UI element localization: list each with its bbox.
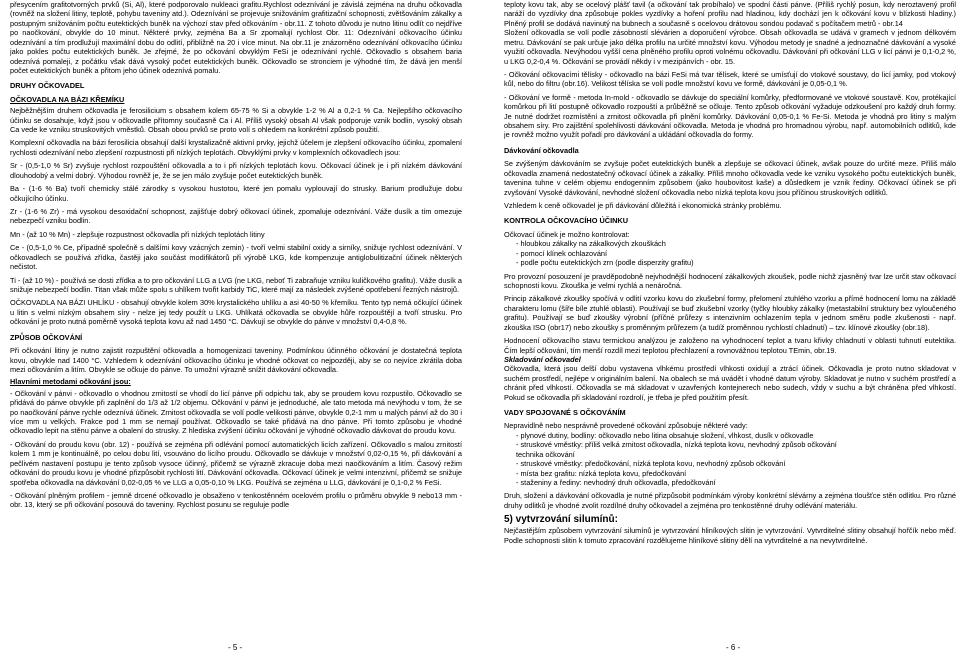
paragraph-economics: Vzhledem k ceně očkovadel je při dávkování důležitá i ekonomická stránky problému. [504, 201, 782, 211]
heading-storage: Skladování očkovadel [504, 354, 581, 364]
page-number-left: - 5 - [228, 643, 243, 652]
paragraph-in-mold: - Očkování ve formě - metoda In-mold - očkovadlo se dávkuje do speciální komůrky, předformované ve vtokové soustavě. Kov, protékající komůrkou při lití postupně očkovadlo rozpouští a průběžně se očkuje. Tento způsob očkování vyžaduje odzkoušení pro každý druh formy. Je nutné dodržet rozmístění a zrnitost očkovadla při plnění komůrky. Dávkování 0,05-0,1 % Fe-Si. Metoda je vhodná pro litiny s malým obsahem síry. Pro zajištění spolehlivosti dávkování očkovadla. Metoda je vhodná pro hromadnou výrobu, např. automobilních odlitků, kde je rovněž možno využít pořadí pro dávkování a ukládání očkovadla do formy. [504, 92, 956, 140]
paragraph-chill-test: Pro provozní posouzení je pravděpodobně nejvhodnější hodnocení zákalkových zkoušek, podle nichž zjasněný tvar lze určit stav očkovací schopnosti kovu. Zkouška je velmi rychlá a nenáročná. [504, 271, 956, 290]
list-item: - struskové vměstky: předočkování, nízká teplota kovu, nevhodný způsob očkování [516, 459, 786, 469]
left-page [10, 0, 462, 654]
list-item: - místa bez grafitu: nízká teplota kovu, předočkování [516, 468, 687, 478]
paragraph-hardening: Nejčastějším způsobem vytvrzování silumínů je vytvrzování hliníkových slitin je vytvrzování. Vytvrditelné slitiny obsahují hořčík nebo měď. Podle schopnosti slitin k tomuto zpracování rozdělujeme hliníkové slitiny dělí na vytvrditelné a na nevytvrditelné. [504, 526, 956, 545]
paragraph-barium: Ba - (1-6 % Ba) tvoří chemicky stálé zárodky s vysokou hustotou, které jen pomalu vyplouvají do strusky. Barium prodlužuje dobu očkujícího účinku. [10, 184, 462, 203]
intro-paragraph: přesycením grafitotvorných prvků (Si, Al), které podporovalo nukleaci grafitu.Rychlost odeznívání je závislá zejména na druhu očkovadla (rovněž na složení litiny, teplotě, pohybu taveniny atd.). Odeznívání se projevuje snižováním grafitizační schopnosti, zvětšováním zákalky a postupným snižováním počtu eutektických buněk na výchozí stav před očkováním - obr.11. Z tohoto důvodu je nutno litinu odlít co nejdříve po naočkování, obvykle do 10 minut. Některé prvky, zejména Ba a Sr zpomalují rychlost Obr. 11: Odeznívání očkovacího účinku odeznívání a tím prodlužují maximální dobu do odlití, přibližně na 20 i více minut. Na obr.11 je znázorněno odeznívání očkovacího účinku jako pokles počtu eutektických buněk. Je zřejmé, že po očkování obvyklým FeSi je odeznívání rychlé. Očkovadlo s obsahem baria odeznívá pomaleji, z počátku však dává vysoký počet eutektických buněk. Očkovadlo se stronciem je výhodné tím, že dává jen menší počet eutektických buněk a přitom jeho účinek odeznívá pomalu. [10, 0, 462, 75]
paragraph-carbon-inoculants: OČKOVADLA NA BÁZI UHLÍKU - obsahují obvykle kolem 30% krystalického uhlíku a asi 40-50 % křemíku. Tento typ nemá očkující účinek u litin s velmi nízkým obsahem síry - nelze jej tedy použít u LKG. Uhlíkatá očkovadla se obvykle hůře rozpouštějí a tvoří strusku. Pro očkování je proto nutná poměrně vysoká teplota kovu až nad 1450 °C. Dávkují se obvykle do pánve v množství 0,4-0,8 %. [10, 298, 462, 327]
paragraph-strontium: Sr - (0,5-1,0 % Sr) zvyšuje rychlost rozpouštění očkovadla a to i při nízkých teplotách kovu. Očkovací účinek je i při nízkém dávkování dlouhodobý a velmi dobrý. Výhodou rovněž je, že se jen málo zvyšuje počet eutektických buněk. [10, 161, 462, 180]
paragraph-thermal-analysis: Hodnocení očkovacího stavu termickou analýzou je založeno na vyhodnocení teplot a tvaru křivky chladnutí v oblasti tuhnutí eutektika. Čím lepší očkování, tím menší rozdíl mezi teplotou přechlazení a rovnovážnou teplotou TEmin, obr.19. [504, 336, 956, 355]
defects-list [504, 431, 956, 488]
paragraph-dosing: Se zvýšeným dávkováním se zvyšuje počet eutektických buněk a zlepšuje se očkovací účinek, avšak pouze do určité meze. Příliš málo očkovadla znamená nedostatečný očkovací účinek a zákalky. Příliš mnoho očkovadla vede ke vzniku vysokého počtu eutektických buněk, tavenina tuhne v celém objemu endogenním způsobem (jako houbovitost kaše) a důsledkem je vznik řediny. Očkovací účinek se při zvyšování Vysoké dávkování, nevhodné složení očkovadla nebo nízká teplota kovu jsou příčinou struskovitých odlitků. [504, 159, 956, 197]
paragraph-titanium: Ti - (až 10 %) - používá se dosti zřídka a to pro očkování LLG a LVG (ne LKG, neboť Ti zabraňuje vzniku kuličkového grafitu). Váže dusík a snižuje nebezpečí bodlin. Titan však může spolu s uhlíkem tvořit karbidy TiC, které mají za následek zvýšené opotřebení řezných nástrojů. [10, 275, 462, 294]
heading-defects: VADY SPOJOVANÉ S OČKOVÁNÍM [504, 408, 626, 418]
paragraph-complex-inoculants: Komplexní očkovadla na bázi ferosilicia obsahují další krystalizačně aktivní prvky, jejichž účelem je zlepšení očkovacího účinku, zpomalení rychlosti odeznívání nebo zlepšení rozpustnosti při nízkých teplotách. Obvyklými prvky v komplexních očkovadlech jsou: [10, 138, 462, 157]
paragraph-control-intro: Očkovací účinek je možno kontrolovat: [504, 229, 630, 239]
paragraph-storage: Očkovadla, která jsou delší dobu vystavena vlhkému prostředí vlhkosti oxidují a ztrácí účinek. Očkovadla je proto nutno skladovat v suchém prostředí, nejlépe v originálním balení. Na obalech se má uvádět i vhodné datum výroby. Skladovat je nutno v suchém prostředí a chránit před vlhkostí. Očkovadla se má skladovat v uzavřených kontejnerech nebo sudech, vždy v suchu a být chráněna před vlhkostí. Pokud se očkovadla při skladování rozdrolí, je třeba je před použitím přesít. [504, 364, 956, 402]
paragraph-inoculation-conditions: Při očkování litiny je nutno zajistit rozpuštění očkovadla a homogenizaci taveniny. Podmínkou účinného očkování je dostatečná teplota kovu, obvykle nad 1400 °C. Vzhledem k odeznívání očkovacího účinku je vhodné očkovat co nejpozději, aby se co nejvíce zkrátila doba mezi očkováním a litím. Obvykle se očkuje do pánve. To umožní výrazně snížit dávkování očkovadla. [10, 346, 462, 374]
paragraph-cerium: Ce - (0,5-1,0 % Ce, případně společně s dalšími kovy vzácných zemin) - tvoří velmi stabilní oxidy a sirníky, snižuje rychlost odeznívání. V očkovadlech se používá zřídka, častěji jako součást modifikátorů při výrobě LKG, kde kompenzuje antiglobulitizační účinek některých nečistot. [10, 243, 462, 272]
list-item: - hloubkou zákalky na zákalkových zkouškách [516, 239, 666, 249]
heading-control: KONTROLA OČKOVACÍHO ÚČINKU [504, 216, 629, 226]
paragraph-ladle-inoculation: - Očkování v pánvi - očkovadlo o vhodnou zrnitostí se vhodí do licí pánve při odpichu tak, aby se proudem kovu rozpustilo. Očkovadlo se přidává do pánve obvykle při zaplnění do 1/3 až 1/2 objemu. Očkování v pánvi je jednoduché, ale tato metoda má nevýhodu v tom, že se po naočkování pánve rychle odeznívá účinek. Zrnitost očkovadla se volí podle velikosti pánve, obvykle 0,2-1 mm u malých pánví až do 30 i více mm u velkých. Frakce pod 1 mm se nemají používat. Očkovadlo se také přidává na dno pánve. Při tomto způsobu je vhodné očkovadlo lepit na stěnu pánve a obalení do strusky. Z hlediska zvýšení účinku očkování je výhodné očkovadlo dávkovat do proudu kovu. [10, 388, 462, 436]
list-item: - plynové dutiny, bodliny: očkovadlo nebo litina obsahuje složení, vlhkost, dusík v očkovadle [516, 430, 814, 440]
page-number-right: - 6 - [726, 643, 741, 652]
heading-inoculation-method: ZPŮSOB OČKOVÁNÍ [10, 332, 83, 342]
paragraph-inoculant-inserts: - Očkování očkovacími tělísky - očkovadlo na bázi FeSi má tvar tělísek, které se umísťují do vtokové soustavy, do licí jamky, pod vtokový kůl, nebo do filtru (obr.16). Velikost tělíska se volí podle množství kovu ve formě, dávkování je 0,05-0,1 %. [504, 69, 956, 89]
list-item: - struskové vměstky: příliš velká zrnitost očkovadla, nízká teplota kovu, nevhodný způsob očkování [516, 440, 837, 450]
paragraph-chill-principle: Princip zákalkové zkoušky spočívá v odlití vzorku kovu do zkušební formy, přelomení ztuhlého vzorku a přímé hodnocení lomu na základě charakteru lomu (šíře bíle ztuhlé oblasti). Používají se buď zkušební vzorky (tyčky hloubky zákalky (metastabilní struktury bez vyloučeného grafitu). Používají se buď zkoušky výrobní (příčné průřezy s intenzivním ochlazením tepla v jednom směru podle zkušenosti - např. zkouška ISO (obr17) nebo zkoušky s proměnným průřezem (a tudíž proměnnou rychlostí chladnutí) – tzv. klínové zkoušky (obr.18). [504, 294, 956, 332]
list-item: - podle počtu eutektických zrn (podle disperzity grafitu) [516, 258, 694, 268]
paragraph-inoculant-composition: Složení očkovadla se volí podle zásobností slévárien a doporučení výrobce. Obsah očkovadla se udává v gramech v jednom délkovém metru. Dávkování se pak určuje jako délka profilu na určité množství kovu. Výhodou metody je snadné a jednoznačné dávkování a vysoké využití očkovadla. Nevýhodou vyšší cena plněného profilu oproti volnému očkovadlu. Dávkování při očkování LLG v licí pánvi je 0,1-0,2 %, u LKG 0,2-0,4 %. Očkování se provádí někdy i v mezipánvích - obr. 15. [504, 28, 956, 66]
heading-silumin-hardening: 5) vytvrzování silumínů: [504, 514, 618, 526]
heading-inoculant-types: DRUHY OČKOVADEL [10, 81, 85, 91]
paragraph-zirconium: Zr - (1-6 % Zr) - má vysokou desoxidační schopnost, zajišťuje dobrý očkovací účinek, zpomaluje odeznívání. Váže dusík a tím omezuje nebezpečí vzniku bodlin. [10, 207, 462, 226]
right-page [504, 0, 956, 654]
paragraph-ferrosilicon: Nejběžnějším druhem očkovadla je ferosilicium s obsahem kolem 65-75 % Si a obvykle 1-2 % Al a 0,2-1 % Ca. Nejlepšího očkovacího účinku se dosahuje, když jsou v očkovadle přítomny současně Ca i Al. Příliš vysoký obsah Al však podporuje vznik bodlin, vysoký obsah Ca vede ke vzniku struskovitých vměstků. Obsah obou prvků se proto volí s ohledem na konkrétní způsob použití. [10, 106, 462, 135]
paragraph-defects-intro: Nepravidlně nebo nesprávně provedené očkování způsobuje některé vady: [504, 421, 748, 431]
paragraph-wire-feeding: teploty kovu tak, aby se ocelový plášť tavil (a očkování tak probíhalo) ve spodní části pánve. (Příliš rychlý posun, kdy neroztavený profil naráží do vyzdívky dna způsobuje pokles vyzdívky a hoření profilu nad hladinou, kdy dochází jen k očkování kovu v blízkosti hladiny.) Plněný profil se dodává navinutý na bubnech a současně s ocelovou drátovou sondou podavač s počítačem metrů - obr.14 [504, 0, 956, 28]
list-item: - pomocí klínek ochlazování [516, 248, 608, 258]
heading-dosing: Dávkování očkovadla [504, 145, 579, 155]
paragraph-stream-inoculation: - Očkování do proudu kovu (obr. 12) - používá se zejména při odlévání pomocí automatických licích zařízení. Očkovadlo s malou zrnitostí kolem 1 mm je kontinuálně, po celou dobu lití, vsouváno do licího proudu. Očkovadlo se dávkuje v množství 0,02-0,15 %, při dávkování a pečlivém nastavení postupu je tento způsob vysoce účinný, přičemž se výrazně zkracuje doba mezi naočkováním a litím. Časový režim očkování do proudu kovu je vhodné přizpůsobit rychlosti lití. Dávkování očkovadla. Očkovací účinek je velmi intenzivní, přičemž se snižuje spotřeba očkovadla na dávkování 0,02-0,05 % ve LLG a 0,05-0,10 % LKG. Používá se zejména u LLG, dávkování je 0,1-0,2 % FeSi. [10, 439, 462, 487]
paragraph-defects-summary: Druh, složení a dávkování očkovadla je nutné přizpůsobit podmínkám výroby konkrétní slévárny a zejména tloušťce stěn odlitku. Pro různé druhy odlitků je vhodné zvolit rozdílné druhy očkovadel a zejména pro tenkostěnné druhy odlévání materiálu. [504, 491, 956, 510]
control-methods-list [504, 239, 956, 267]
heading-main-methods: Hlavními metodami očkování jsou: [10, 377, 131, 387]
paragraph-manganese: Mn - (až 10 % Mn) - zlepšuje rozpustnost očkovadla při nízkých teplotách litiny [10, 229, 265, 239]
paragraph-cored-wire: - Očkování plněným profilem - jemně drcené očkovadlo je obsaženo v tenkostěnném ocelovém profilu o průměru obvykle 9 nebo13 mm - obr. 13, který se při očkování posouvá do taveniny. Rychlost posunu se reguluje podle [10, 490, 462, 510]
list-item: technika očkování [516, 449, 575, 459]
heading-silicon-inoculants: OČKOVADLA NA BÁZI KŘEMÍKU [10, 94, 125, 104]
list-item: - staženiny a řediny: nevhodný druh očkovadla, předočkování [516, 477, 716, 487]
